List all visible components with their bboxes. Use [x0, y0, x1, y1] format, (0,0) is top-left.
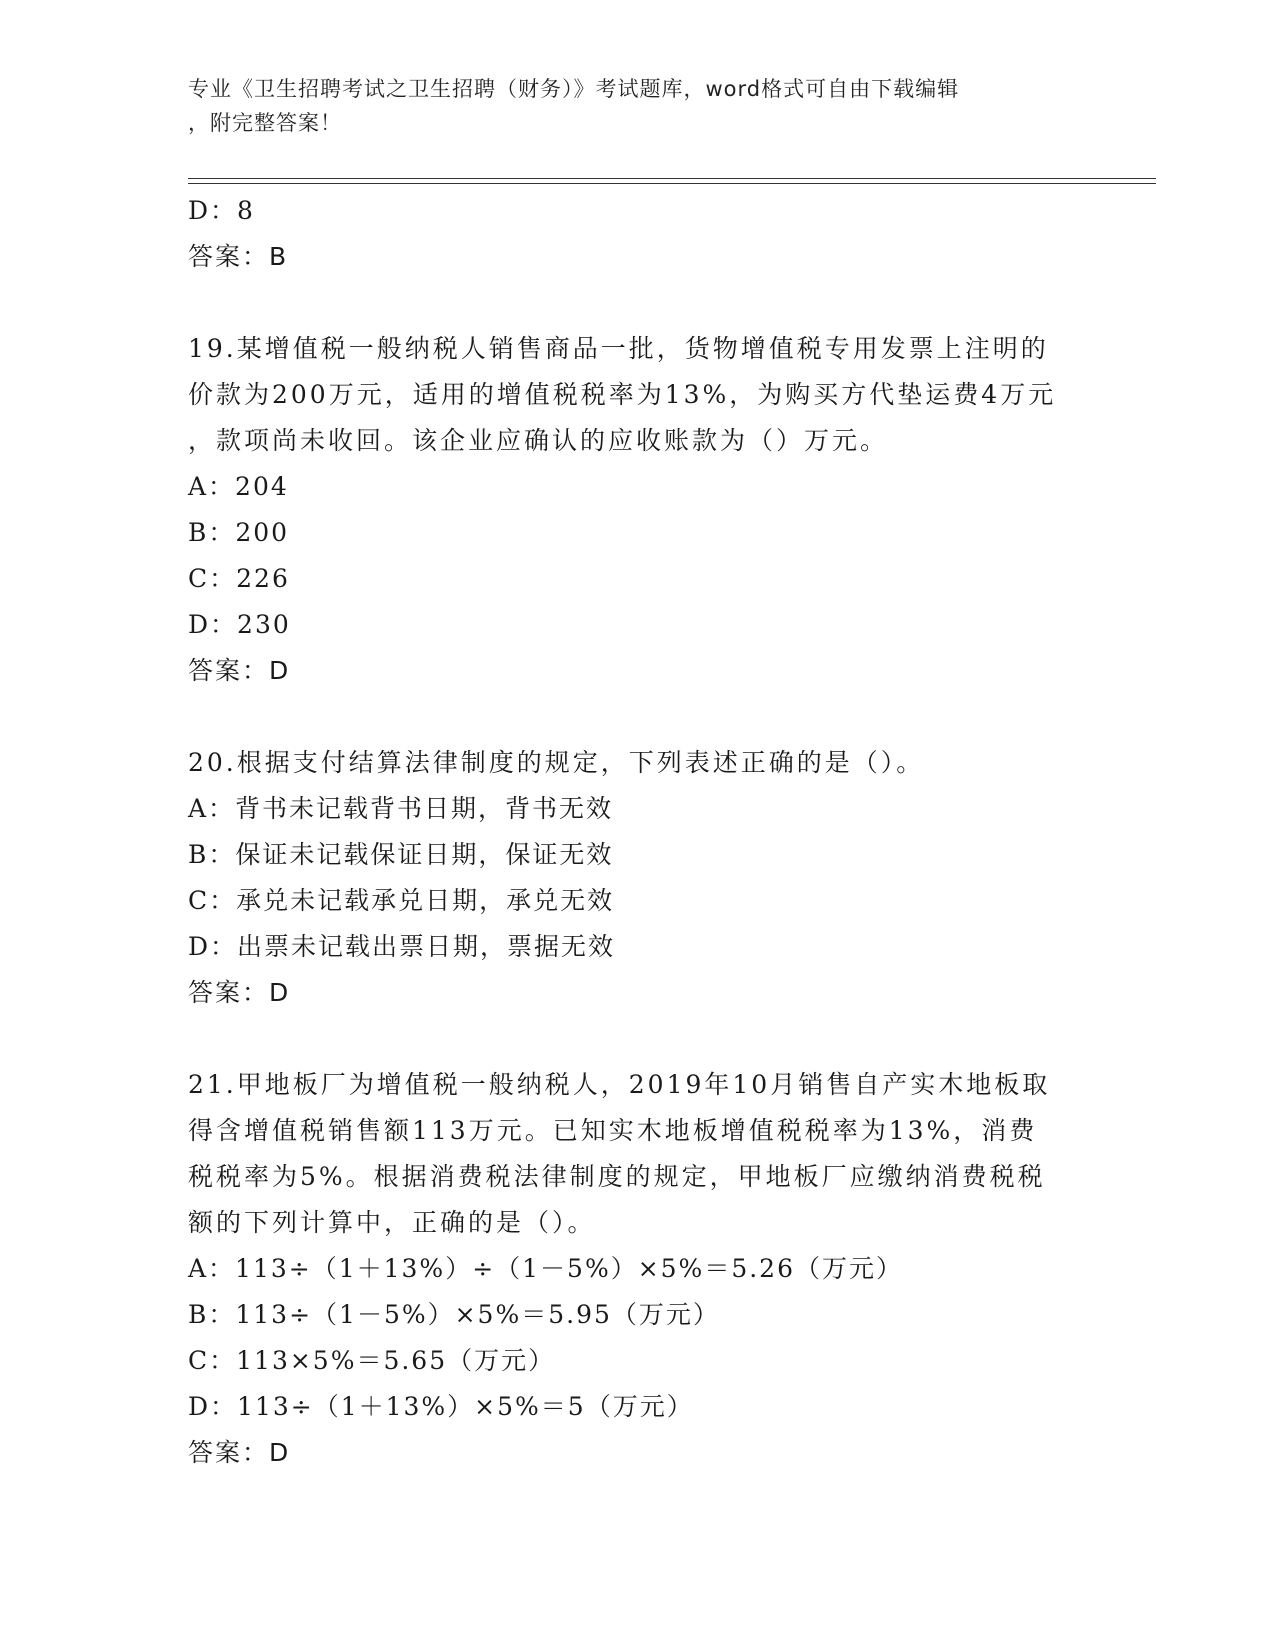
option-d: D：113÷（1＋13%）×5%＝5（万元） — [188, 1392, 694, 1421]
question-text-line: 价款为200万元，适用的增值税税率为13%，为购买方代垫运费4万元 — [188, 380, 1057, 409]
option-b: B：200 — [188, 518, 290, 547]
option-a: A：204 — [188, 472, 289, 501]
spacer — [188, 694, 1088, 740]
spacer — [188, 1016, 1088, 1062]
document-header — [188, 72, 1068, 140]
option-d: D：230 — [188, 610, 291, 639]
header-divider-top — [188, 178, 1156, 179]
option-d: D：出票未记载出票日期，票据无效 — [188, 932, 616, 961]
option-c: C：承兑未记载承兑日期，承兑无效 — [188, 886, 615, 915]
question-text-line: 得含增值税销售额113万元。已知实木地板增值税税率为13%，消费 — [188, 1116, 1038, 1145]
question-text-line: 21.甲地板厂为增值税一般纳税人，2019年10月销售自产实木地板取 — [188, 1070, 1051, 1099]
header-divider-bottom — [188, 183, 1156, 184]
option-a: A：背书未记载背书日期，背书无效 — [188, 794, 614, 823]
question-text-line: ，款项尚未收回。该企业应确认的应收账款为（）万元。 — [188, 426, 889, 455]
answer: 答案：D — [188, 1438, 291, 1467]
spacer — [188, 280, 1088, 326]
question-text-line: 税税率为5%。根据消费税法律制度的规定，甲地板厂应缴纳消费税税 — [188, 1162, 1046, 1191]
header-line-1: 专业《卫生招聘考试之卫生招聘（财务）》考试题库，word格式可自由下载编辑 — [188, 77, 960, 101]
option-a: A：113÷（1＋13%）÷（1－5%）×5%＝5.26（万元） — [188, 1254, 903, 1283]
question-text-line: 20.根据支付结算法律制度的规定，下列表述正确的是（）。 — [188, 748, 925, 777]
question-18-tail — [188, 188, 1088, 280]
option-d: D：8 — [188, 196, 255, 225]
option-b: B：保证未记载保证日期，保证无效 — [188, 840, 614, 869]
option-b: B：113÷（1－5%）×5%＝5.95（万元） — [188, 1300, 720, 1329]
question-text-line: 19.某增值税一般纳税人销售商品一批，货物增值税专用发票上注明的 — [188, 334, 1049, 363]
answer: 答案：D — [188, 978, 291, 1007]
option-c: C：113×5%＝5.65（万元） — [188, 1346, 556, 1375]
question-19 — [188, 326, 1088, 694]
question-20 — [188, 740, 1088, 1016]
header-line-2: ，附完整答案！ — [188, 111, 342, 135]
question-21 — [188, 1062, 1088, 1476]
question-text-line: 额的下列计算中，正确的是（）。 — [188, 1208, 596, 1237]
answer: 答案：D — [188, 656, 291, 685]
option-c: C：226 — [188, 564, 290, 593]
question-list — [188, 188, 1088, 1476]
answer: 答案：B — [188, 242, 289, 271]
